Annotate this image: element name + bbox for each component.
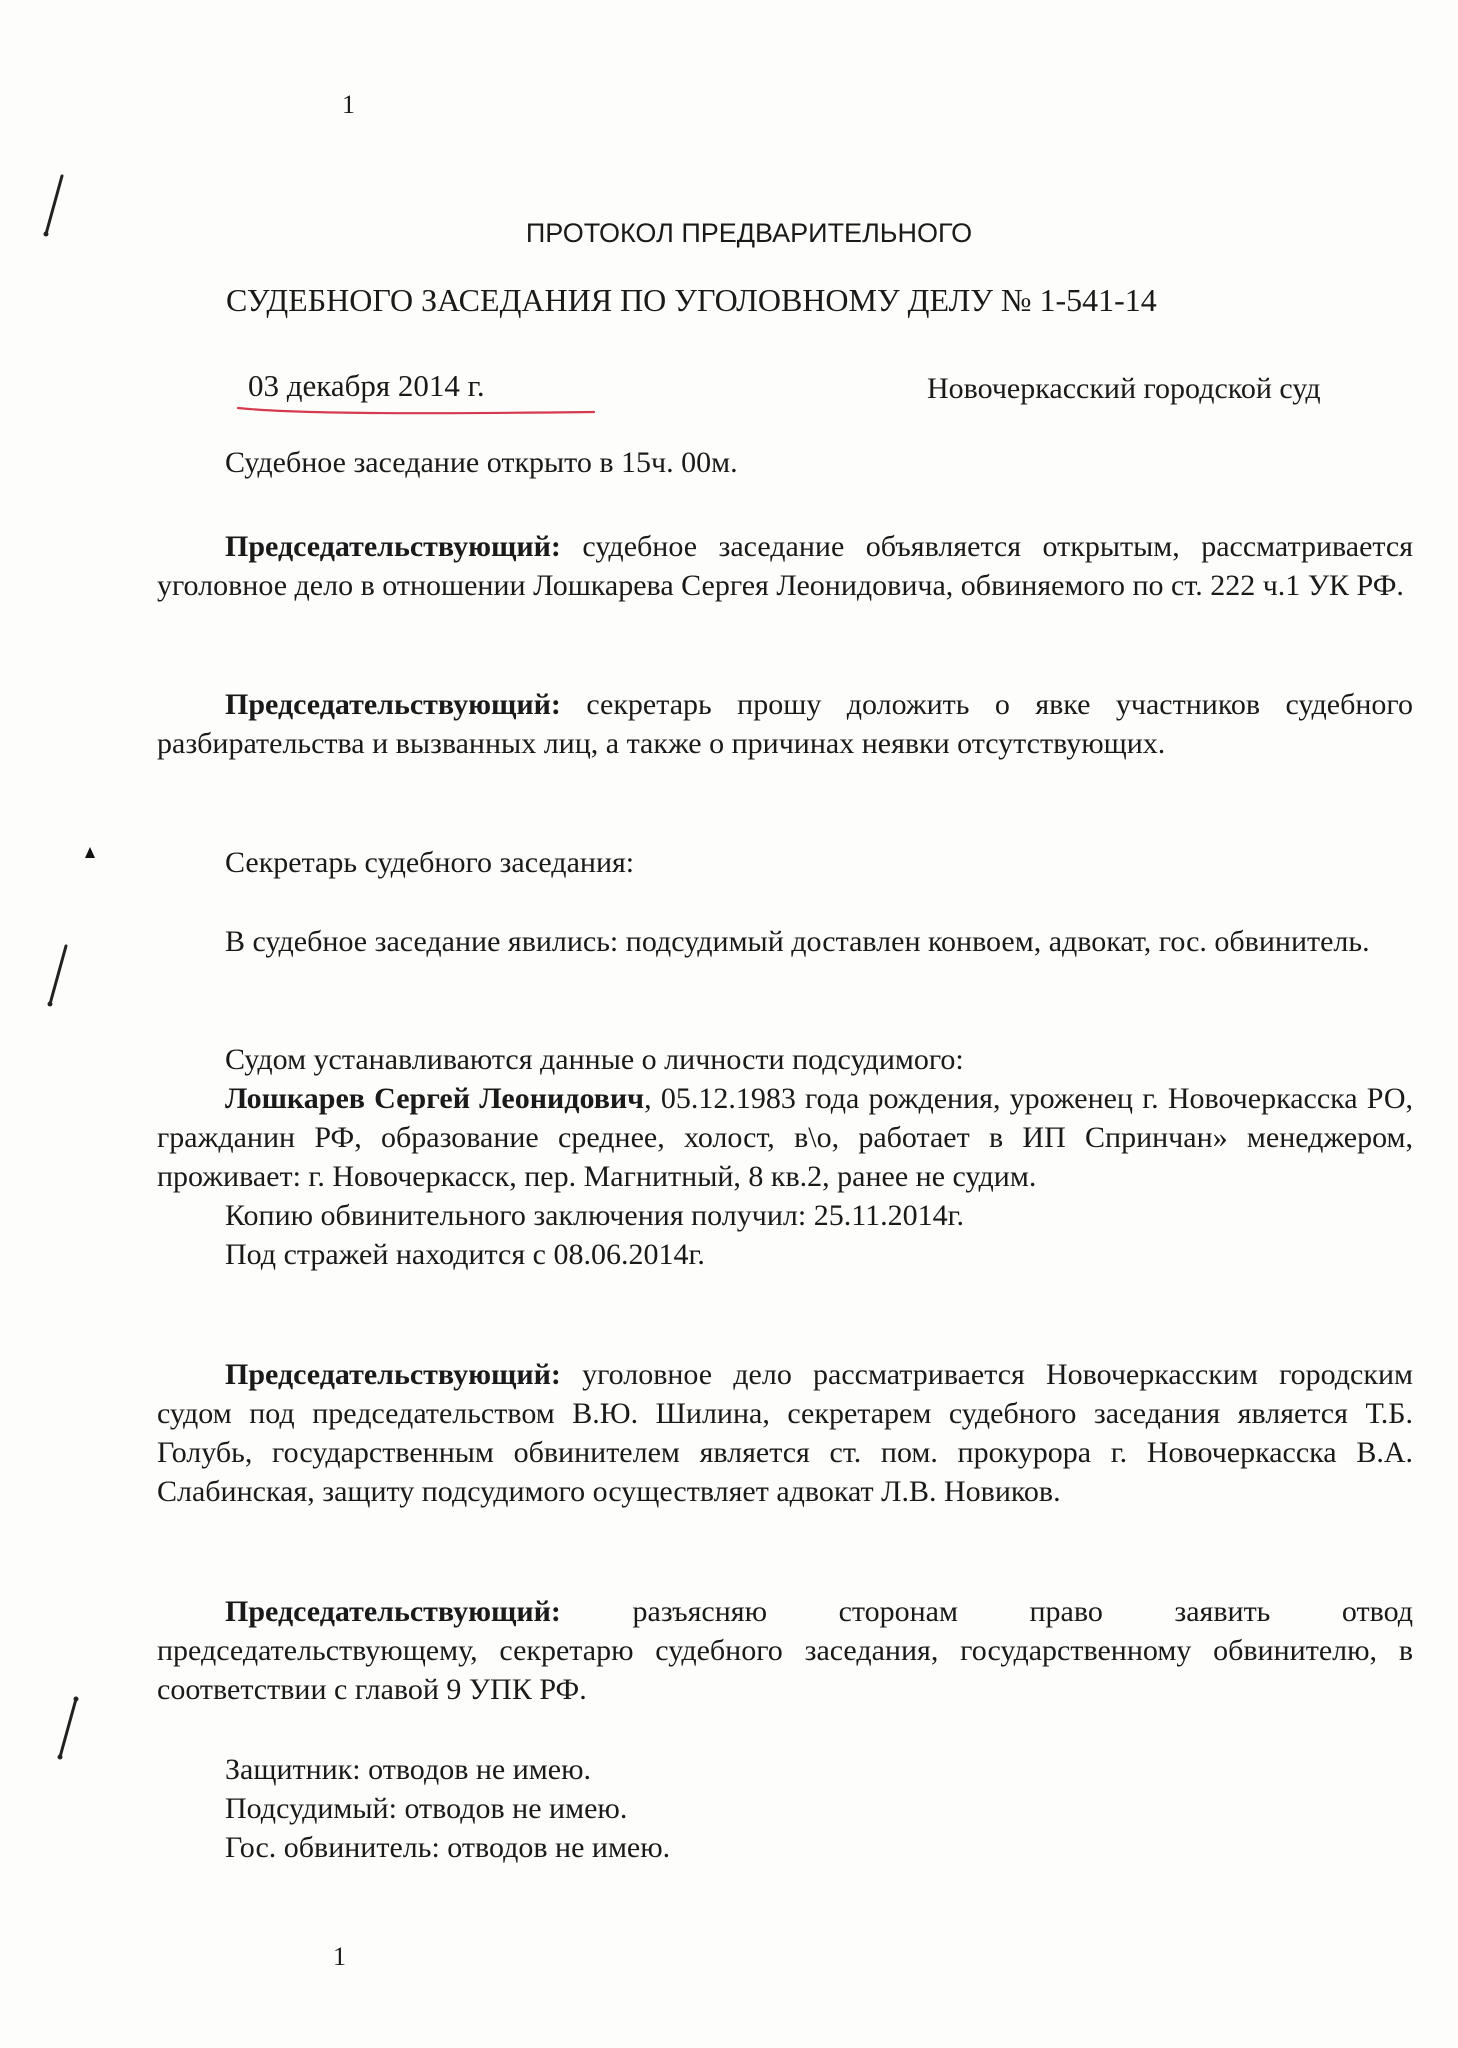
custody-date: Под стражей находится с 08.06.2014г. (225, 1238, 705, 1271)
paragraph-presiding-2 (157, 685, 1413, 763)
paragraph-text: уголовное дело рассматривается Новочеркасским городским судом под председательством В.Ю. Шилина, секретарем судебного заседания является Т.Б. Голубь, государственным обвинителем является ст. пом. прокурора г. Новочеркасска В.А. Слабинская, защиту подсудимого осуществляет адвокат Л.В. Новиков. (157, 1358, 1413, 1508)
paragraph-text: секретарь прошу доложить о явке участников судебного разбирательства и вызванных лиц, а также о причинах неявки отсутствующих. (157, 688, 1413, 760)
paragraph-presiding-4 (157, 1592, 1413, 1709)
defendant-details: , 05.12.1983 года рождения, уроженец г. Новочеркасска РО, гражданин РФ, образование среднее, холост, в\о, работает в ИП Спринчан» менеджером, проживает: г. Новочеркасск, пер. Магнитный, 8 кв.2, ранее не судим. (157, 1082, 1413, 1193)
answer-prosecutor: Гос. обвинитель: отводов не имею. (225, 1831, 671, 1864)
answer-defendant: Подсудимый: отводов не имею. (225, 1792, 628, 1825)
page-number-top: 1 (342, 90, 355, 119)
defendant-name: Лошкарев Сергей Леонидович (225, 1082, 645, 1115)
paragraph-text: судебное заседание объявляется открытым, рассматривается уголовное дело в отношении Лошкарева Сергея Леонидовича, обвиняемого по ст. 222 ч.1 УК РФ. (157, 530, 1413, 602)
document-title: ПРОТОКОЛ ПРЕДВАРИТЕЛЬНОГО (525, 218, 973, 248)
speaker-label: Председательствующий: (225, 1595, 561, 1628)
date-underline-mark (236, 400, 596, 420)
copy-received: Копию обвинительного заключения получил: 25.11.2014г. (225, 1199, 964, 1232)
defendant-identity (157, 1040, 1413, 1274)
challenge-answers (157, 1750, 1413, 1867)
appeared-text: В судебное заседание явились: подсудимый доставлен конвоем, адвокат, гос. обвинитель. (225, 925, 1370, 958)
session-opened (157, 443, 1413, 482)
appeared-paragraph (157, 922, 1413, 961)
margin-stroke-mark (52, 1695, 82, 1763)
speaker-label: Председательствующий: (225, 688, 561, 721)
speaker-label: Председательствующий: (225, 1358, 561, 1391)
session-date: 03 декабря 2014 г. (248, 368, 485, 403)
secretary-heading (157, 843, 1413, 882)
session-opened-text: Судебное заседание открыто в 15ч. 00м. (225, 446, 738, 479)
speaker-label: Председательствующий: (225, 530, 561, 563)
document-subtitle: СУДЕБНОГО ЗАСЕДАНИЯ ПО УГОЛОВНОМУ ДЕЛУ № 1-541-14 (226, 282, 1157, 318)
secretary-heading-text: Секретарь судебного заседания: (225, 846, 635, 879)
answer-defender: Защитник: отводов не имею. (225, 1753, 592, 1786)
identity-heading: Судом устанавливаются данные о личности подсудимого: (225, 1043, 964, 1076)
court-name: Новочеркасский городской суд (927, 372, 1321, 405)
paragraph-presiding-3 (157, 1355, 1413, 1511)
margin-stroke-mark (42, 942, 72, 1010)
paragraph-text: разъясняю сторонам право заявить отвод председательствующему, секретарю судебного заседания, государственному обвинителю, в соответствии с главой 9 УПК РФ. (157, 1595, 1413, 1706)
margin-dot-mark (82, 845, 98, 861)
page-number-bottom: 1 (333, 1942, 346, 1971)
paragraph-presiding-1 (157, 527, 1413, 605)
